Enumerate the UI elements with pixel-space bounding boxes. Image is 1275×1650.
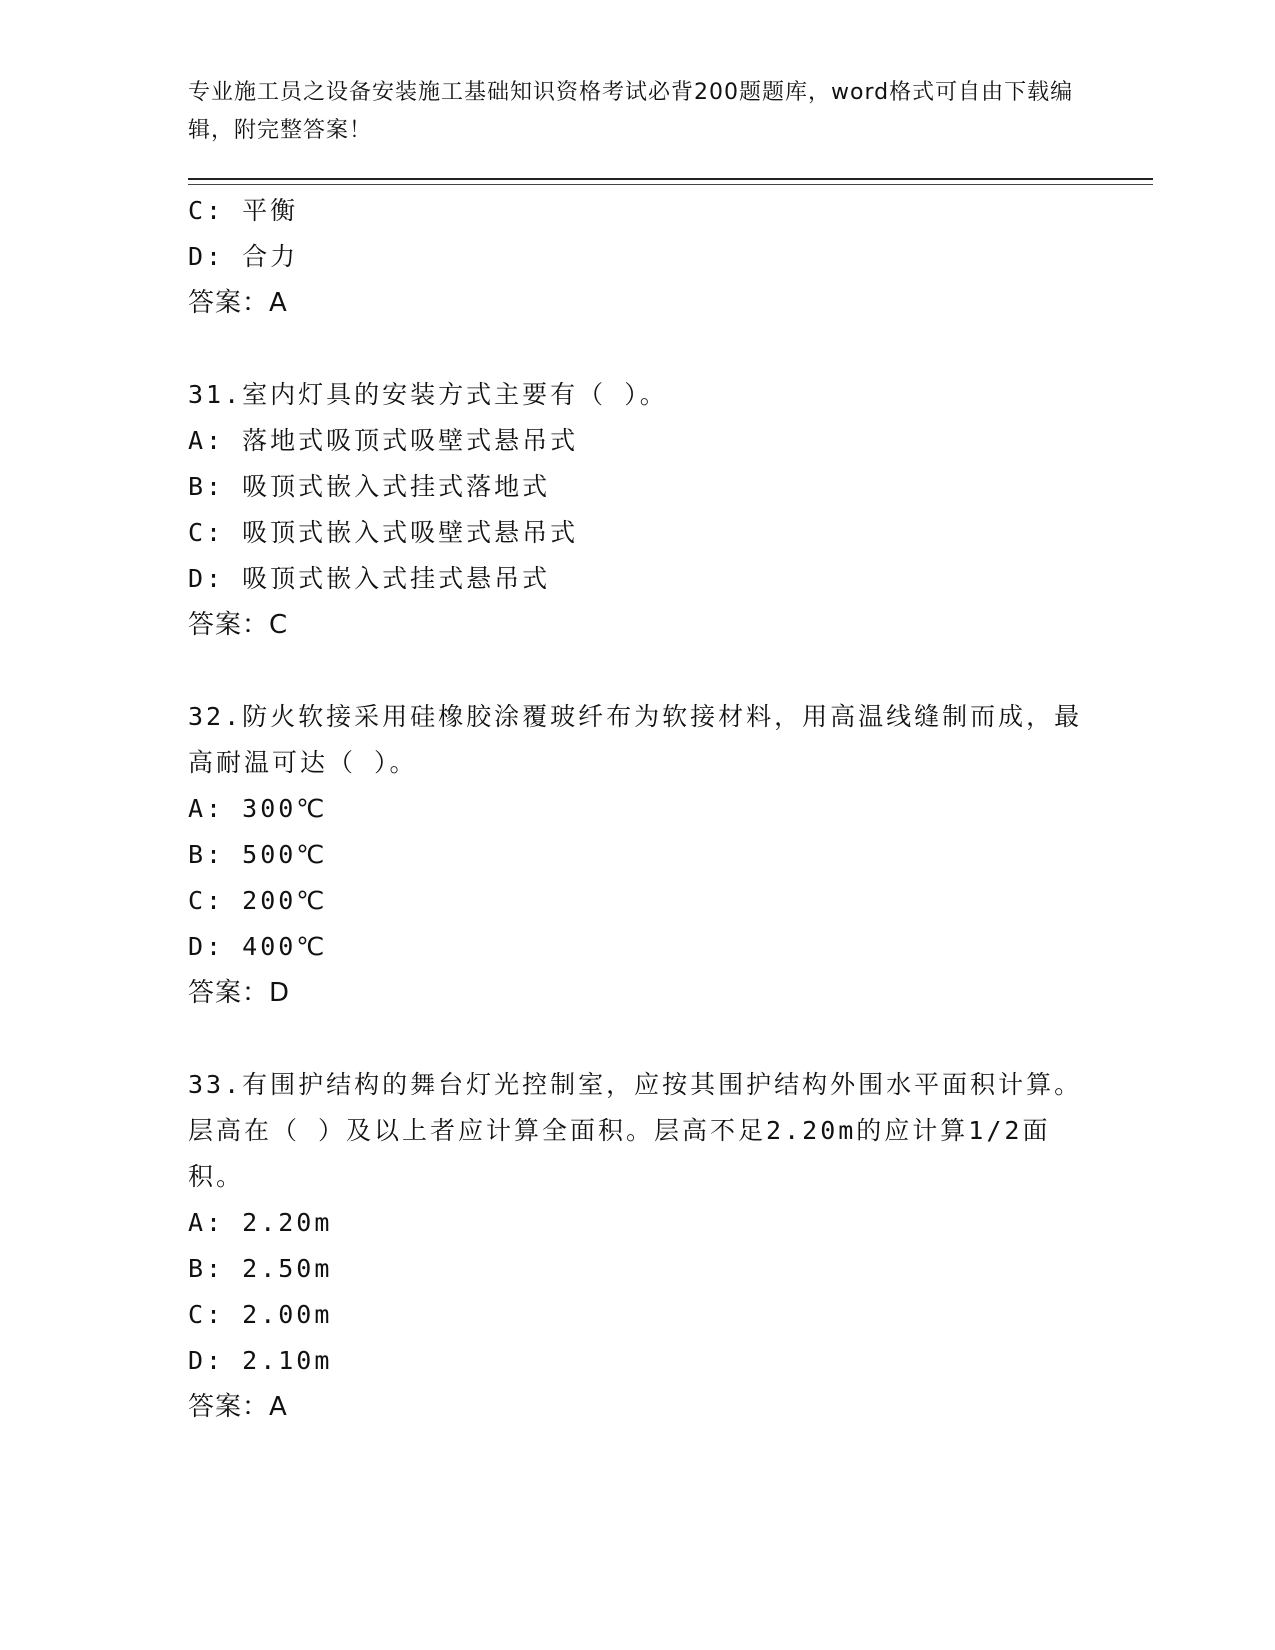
option-c: C: 2.00m — [188, 1300, 333, 1329]
option-b: B: 2.50m — [188, 1254, 333, 1283]
option-c: C: 200℃ — [188, 886, 328, 915]
answer-line: 答案：C — [188, 610, 289, 640]
option-a: A: 落地式吸顶式吸壁式悬吊式 — [188, 426, 579, 455]
answer-line: 答案：D — [188, 978, 291, 1008]
spacer — [188, 326, 1088, 372]
option-d: D: 2.10m — [188, 1346, 333, 1375]
spacer — [188, 1016, 1088, 1062]
question-stem: 31.室内灯具的安装方式主要有（ ）。 — [188, 380, 668, 409]
option-b: B: 吸顶式嵌入式挂式落地式 — [188, 472, 551, 501]
option-a: A: 300℃ — [188, 794, 328, 823]
question-list — [188, 188, 1088, 1430]
option-b: B: 500℃ — [188, 840, 328, 869]
question-32 — [188, 694, 1088, 1016]
question-33 — [188, 1062, 1088, 1430]
option-c: C: 吸顶式嵌入式吸壁式悬吊式 — [188, 518, 579, 547]
previous-question-tail — [188, 188, 1088, 326]
option-c: C: 平衡 — [188, 196, 299, 225]
option-d: D: 吸顶式嵌入式挂式悬吊式 — [188, 564, 551, 593]
question-stem: 32.防火软接采用硅橡胶涂覆玻纤布为软接材料，用高温线缝制而成，最高耐温可达（ ）。 — [188, 702, 1083, 777]
question-stem: 33.有围护结构的舞台灯光控制室，应按其围护结构外围水平面积计算。层高在（ ）及以上者应计算全面积。层高不足2.20m的应计算1/2面积。 — [188, 1070, 1083, 1191]
header-divider-thin — [188, 184, 1153, 185]
header-divider-thick — [188, 178, 1153, 180]
option-a: A: 2.20m — [188, 1208, 333, 1237]
document-header-title: 专业施工员之设备安装施工基础知识资格考试必背200题题库，word格式可自由下载编辑，附完整答案！ — [188, 80, 1074, 143]
option-d: D: 合力 — [188, 242, 299, 271]
option-d: D: 400℃ — [188, 932, 328, 961]
answer-line: 答案：A — [188, 1392, 288, 1422]
spacer — [188, 648, 1088, 694]
question-31 — [188, 372, 1088, 648]
answer-line: 答案：A — [188, 288, 288, 318]
